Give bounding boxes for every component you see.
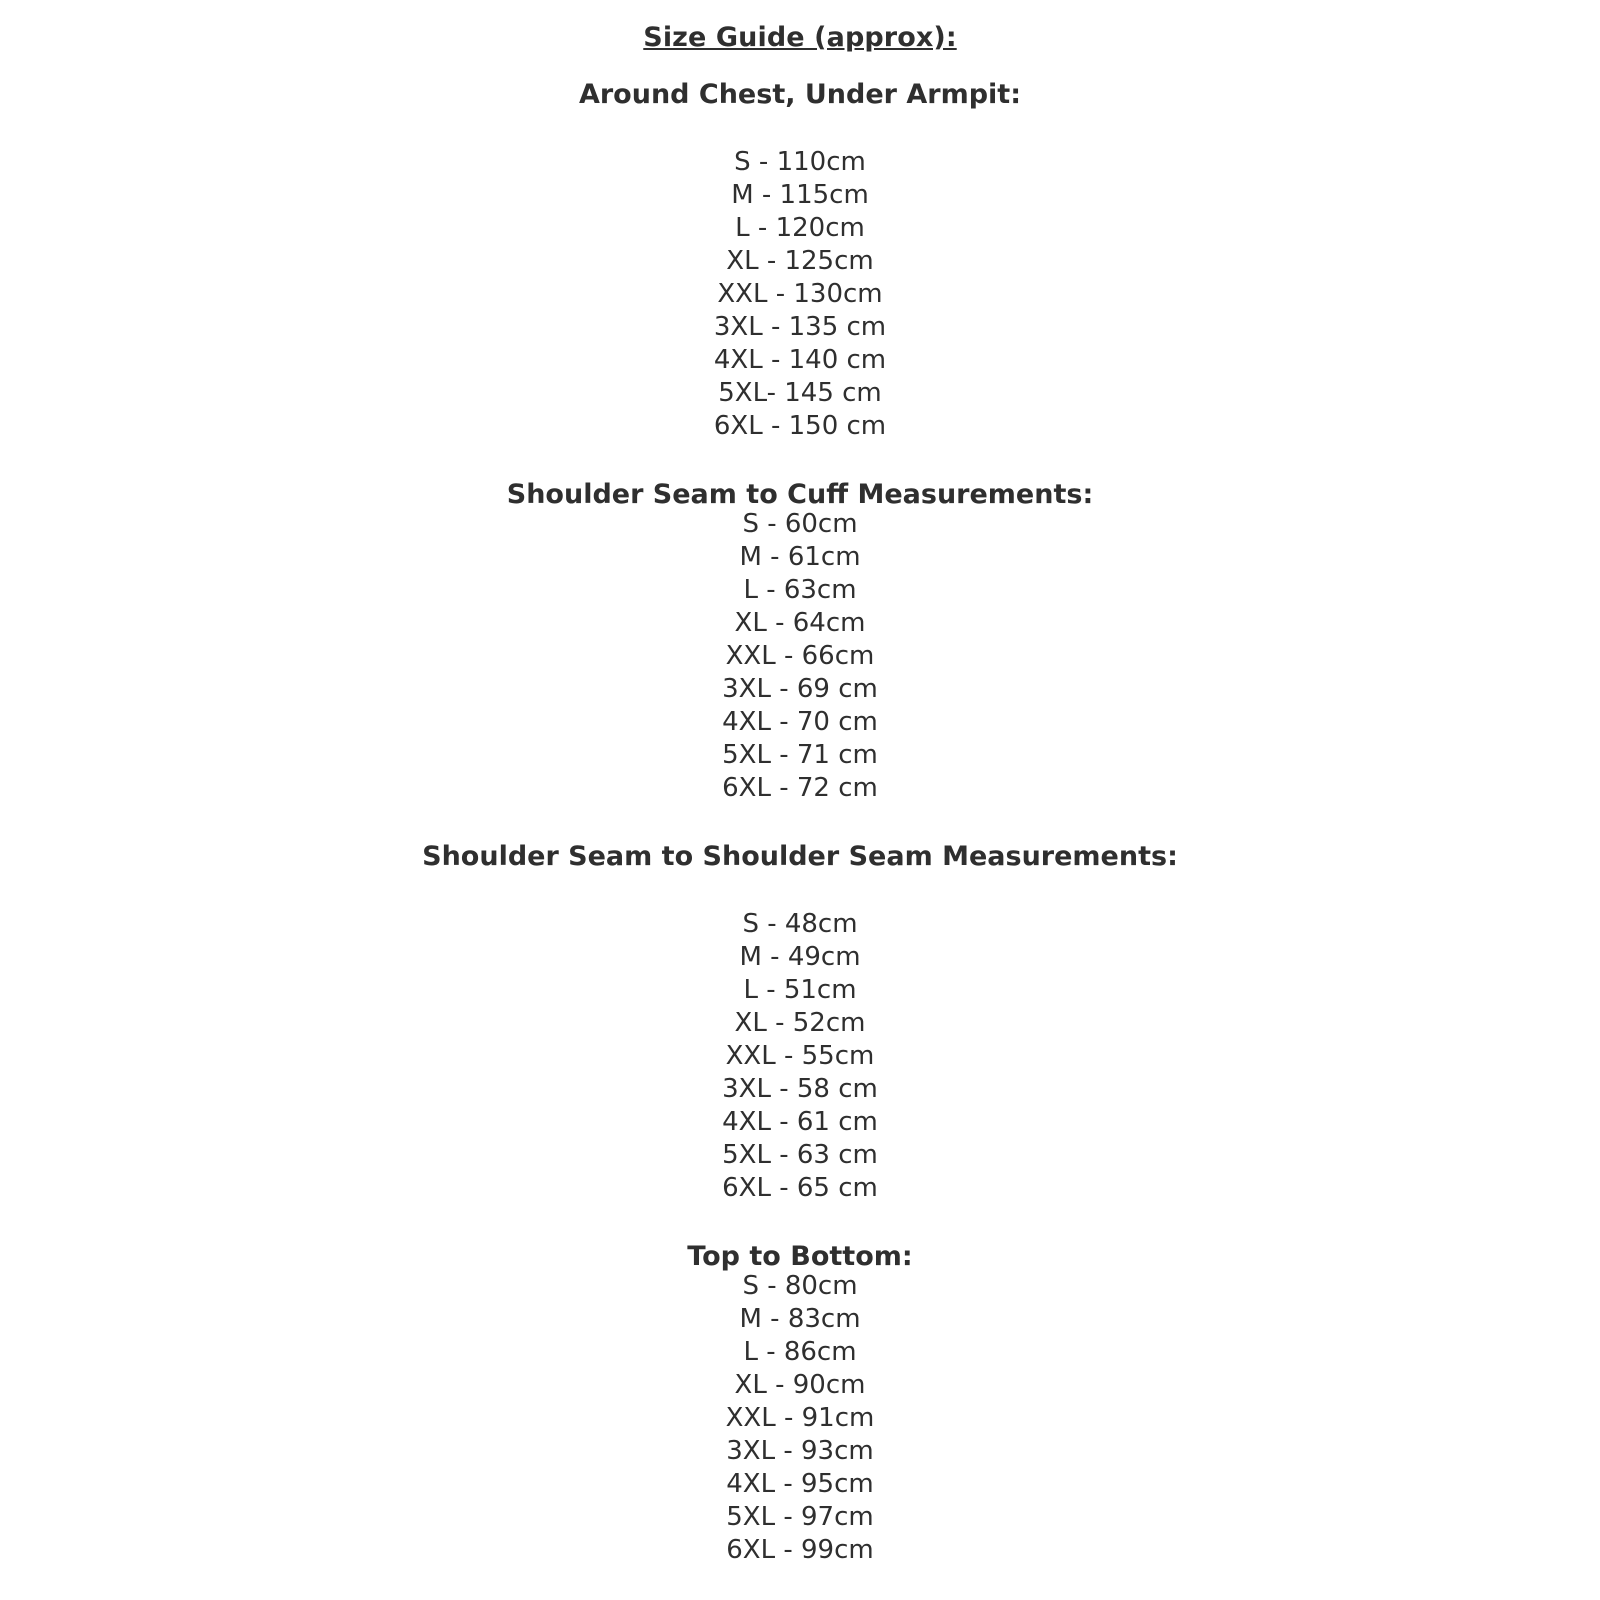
list-item: 5XL - 71 cm <box>722 740 878 770</box>
list-item: XL - 90cm <box>734 1370 866 1400</box>
page-title: Size Guide (approx): <box>643 22 957 53</box>
section-shoulder-to-shoulder <box>0 843 1600 1205</box>
list-item: 3XL - 93cm <box>726 1436 874 1466</box>
spacer <box>0 443 1600 481</box>
section-heading: Shoulder Seam to Shoulder Seam Measurements: <box>422 841 1178 872</box>
spacer <box>0 1205 1600 1243</box>
list-item: L - 51cm <box>743 975 857 1005</box>
list-item: M - 115cm <box>731 180 869 210</box>
list-item: 5XL - 97cm <box>726 1502 874 1532</box>
measurement-list <box>0 146 1600 443</box>
spacer <box>0 108 1600 146</box>
list-item: M - 83cm <box>739 1304 861 1334</box>
list-item: S - 48cm <box>742 909 858 939</box>
section-around-chest <box>0 81 1600 443</box>
list-item: S - 60cm <box>742 509 858 539</box>
section-top-to-bottom <box>0 1243 1600 1567</box>
list-item: XL - 125cm <box>726 246 874 276</box>
list-item: M - 61cm <box>739 542 861 572</box>
list-item: M - 49cm <box>739 942 861 972</box>
section-heading: Around Chest, Under Armpit: <box>578 79 1022 110</box>
measurement-list <box>0 908 1600 1205</box>
spacer <box>0 805 1600 843</box>
section-heading: Top to Bottom: <box>687 1241 913 1272</box>
list-item: 5XL- 145 cm <box>718 378 882 408</box>
list-item: L - 120cm <box>735 213 865 243</box>
spacer <box>0 870 1600 908</box>
list-item: 6XL - 99cm <box>726 1535 874 1565</box>
list-item: XL - 64cm <box>734 608 866 638</box>
spacer <box>0 51 1600 81</box>
list-item: 3XL - 69 cm <box>722 674 878 704</box>
list-item: 4XL - 140 cm <box>713 345 887 375</box>
list-item: 4XL - 70 cm <box>722 707 878 737</box>
list-item: XXL - 130cm <box>717 279 883 309</box>
list-item: 3XL - 135 cm <box>713 312 887 342</box>
list-item: XXL - 66cm <box>725 641 875 671</box>
list-item: 6XL - 65 cm <box>722 1173 878 1203</box>
section-heading: Shoulder Seam to Cuff Measurements: <box>506 479 1094 510</box>
list-item: L - 86cm <box>743 1337 857 1367</box>
list-item: L - 63cm <box>743 575 857 605</box>
list-item: 4XL - 95cm <box>726 1469 874 1499</box>
list-item: 6XL - 72 cm <box>722 773 878 803</box>
list-item: 3XL - 58 cm <box>722 1074 878 1104</box>
list-item: XL - 52cm <box>734 1008 866 1038</box>
list-item: S - 80cm <box>742 1271 858 1301</box>
measurement-list <box>0 1270 1600 1567</box>
section-shoulder-to-cuff <box>0 481 1600 805</box>
list-item: XXL - 55cm <box>725 1041 875 1071</box>
measurement-list <box>0 508 1600 805</box>
list-item: 5XL - 63 cm <box>722 1140 878 1170</box>
list-item: 4XL - 61 cm <box>722 1107 878 1137</box>
list-item: S - 110cm <box>734 147 866 177</box>
list-item: 6XL - 150 cm <box>713 411 887 441</box>
list-item: XXL - 91cm <box>725 1403 875 1433</box>
